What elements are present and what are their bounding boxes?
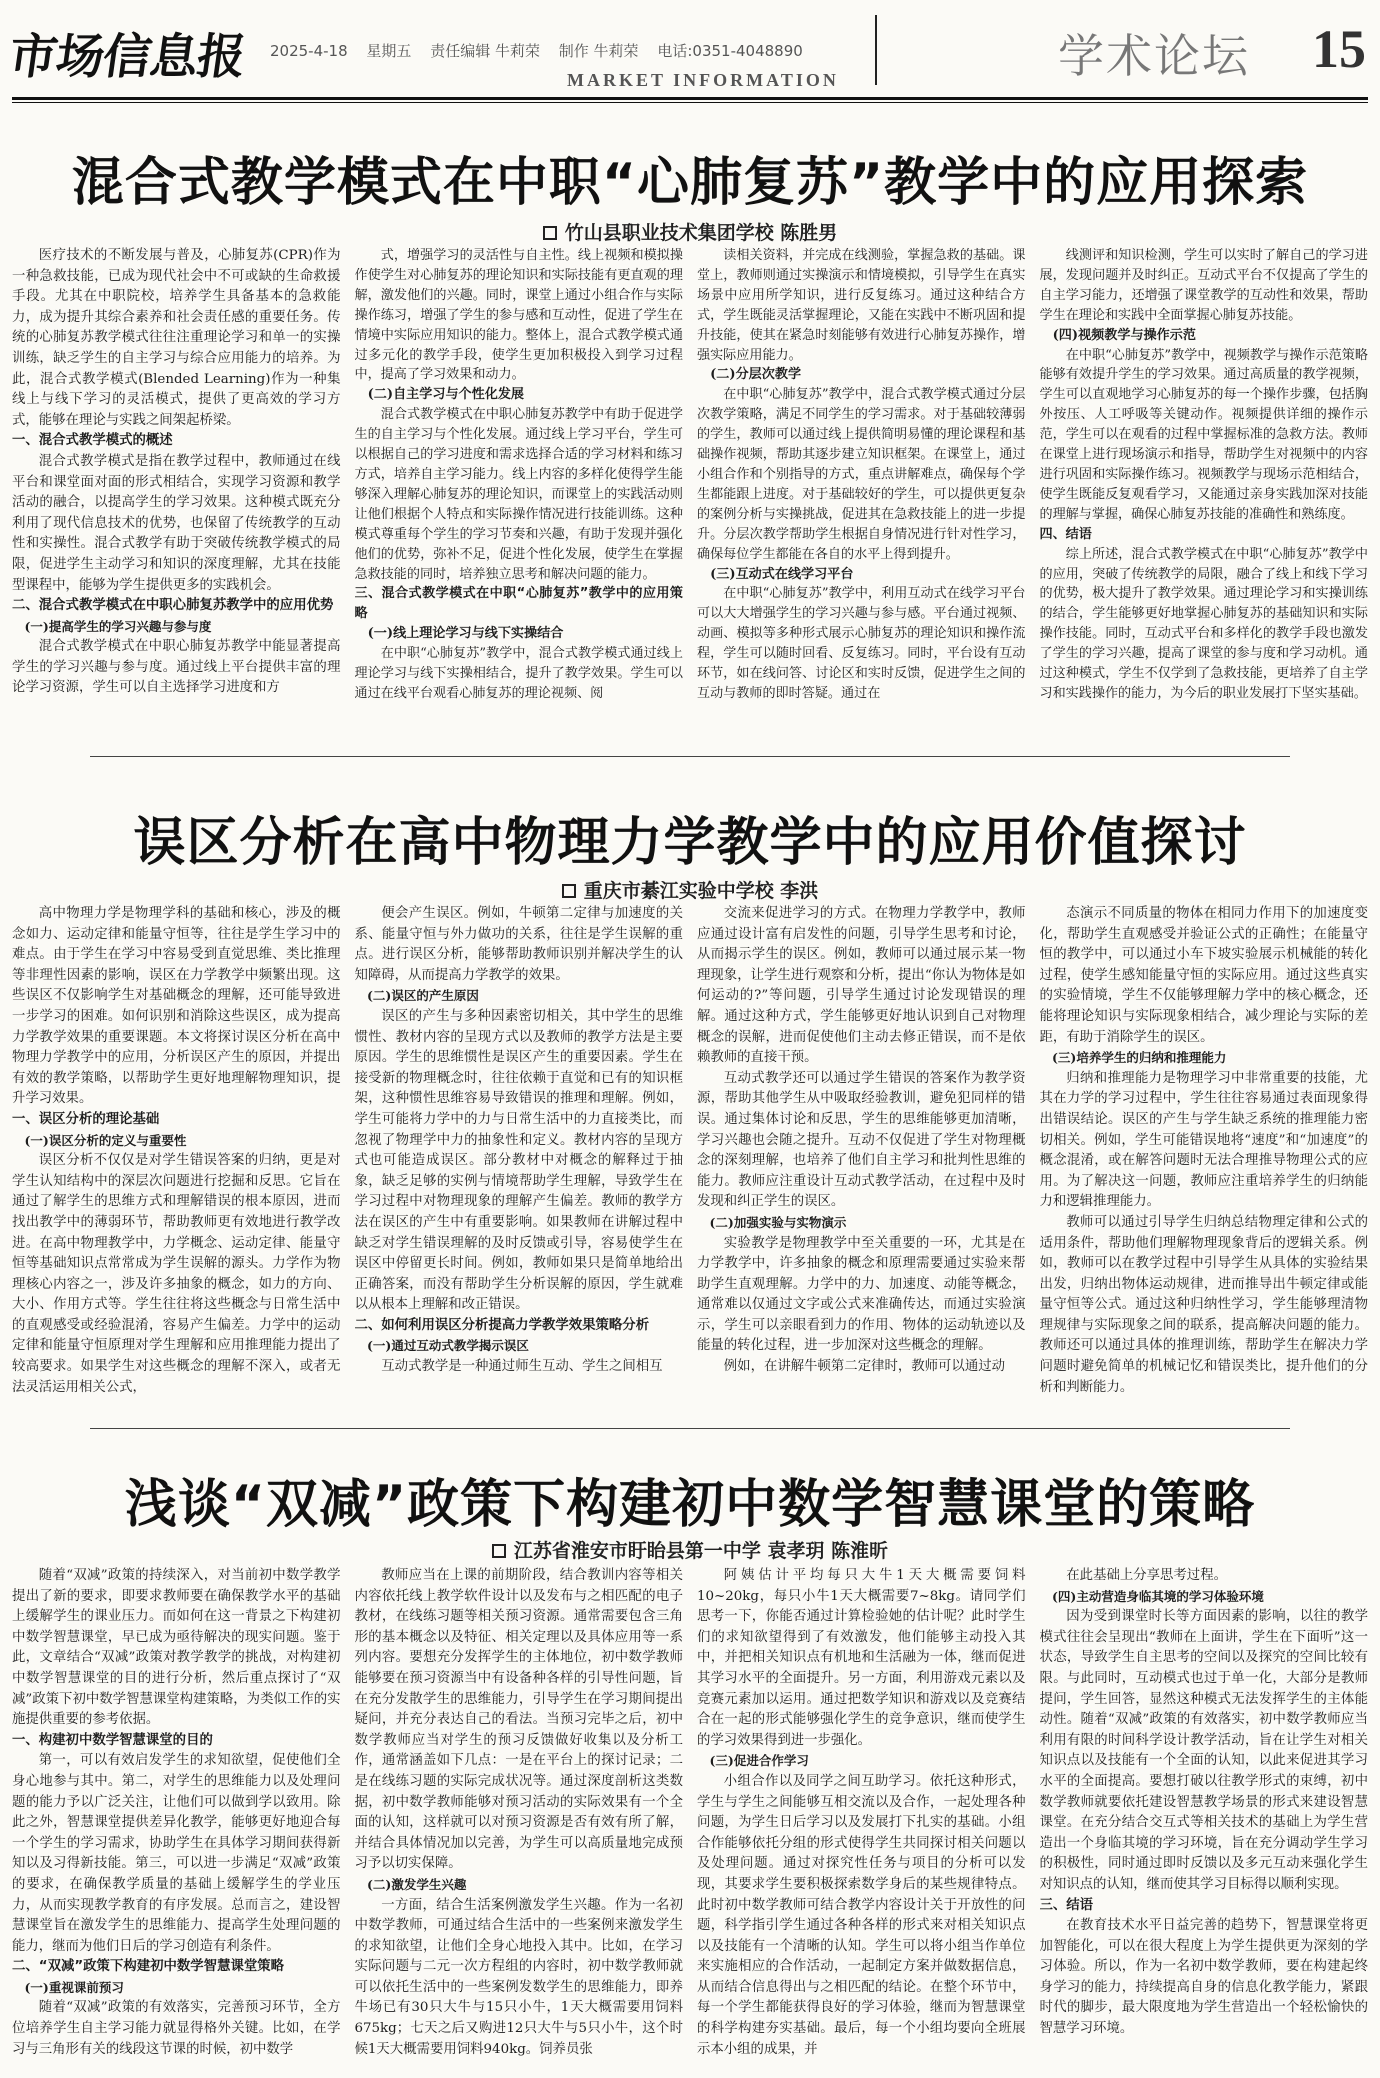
paragraph: 实验教学是物理教学中至关重要的一环，尤其是在力学教学中，许多抽象的概念和原理需要通过实验来帮助学生直观理解。力学中的力、加速度、动能等概念，通常难以仅通过文字或公式来准确传达，而通过实验演示，学生可以亲眼看到力的作用、物体的运动轨迹以及能量的转化过程，进一步加深对这些概念的理解。 xyxy=(697,1235,1026,1354)
header-rule xyxy=(12,97,1368,100)
paragraph: 混合式教学模式是指在教学过程中，教师通过在线平台和课堂面对面的形式相结合，实现学习资源和教学活动的融合，以提高学生的学习效果。这种模式既充分利用了现代信息技术的优势，也保留了传统教学的互动性和实操性。混合式教学有助于突破传统教学模式的局限，促进学生主动学习和知识的深度理解，尤其在技能型课程中，能够为学生提供更多的实践机会。 xyxy=(12,453,341,593)
article-3-title: 浅谈“双减”政策下构建初中数学智慧课堂的策略 xyxy=(124,1475,1256,1535)
paragraph: 式，增强学习的灵活性与自主性。线上视频和模拟操作使学生对心肺复苏的理论知识和实际技能有更直观的理解，激发他们的兴趣。同时，课堂上通过小组合作与实际操作练习，增强了学生的参与感和互动性，促进了学生在情境中实际应用知识的能力。整体上，混合式教学模式通过多元化的教学手段，使学生更加积极投入到学习过程中，提高了学习效果和动力。 xyxy=(354,248,683,383)
section-heading: 二、如何利用误区分析提高力学教学效果策略分析 xyxy=(354,1317,650,1333)
subsection-heading: (二)激发学生兴趣 xyxy=(367,1876,467,1892)
paragraph: 随着“双减”政策的持续深入，对当前初中数学教学提出了新的要求，即要求教师要在确保教学水平的基础上缓解学生的课业压力。而如何在这一背景之下构建初中数学智慧课堂，早已成为亟待解决的现实问题。鉴于此，文章结合“双减”政策对教学教学的挑战，对构建初中数学智慧课堂的目的进行分析，然后重点探讨了“双减”政策下初中数学智慧课堂构建策略，为类似工作的实施提供重要的参考依据。 xyxy=(12,1568,341,1728)
paragraph: 第一，可以有效启发学生的求知欲望，促使他们全身心地参与其中。第二，对学生的思维能力以及处理问题的能力予以广泛关注，让他们可以做到学以致用。除此之外，智慧课堂提供差异化教学，能够更好地迎合每一个学生的学习需求，协助学生在具体学习期间获得新知以及习得新技能。第三，可以进一步满足“双减”政策的要求，在确保教学质量的基础上缓解学生的学业压力，从而实现教学教育的有序发展。总而言之，建设智慧课堂旨在激发学生的思维能力、提高学生处理问题的能力，继而为他们日后的学习创造有利条件。 xyxy=(12,1753,341,1954)
section-heading: 四、结语 xyxy=(1039,526,1092,542)
article-3-byline xyxy=(0,1536,1380,1563)
section-heading: 二、“双减”政策下构建初中数学智慧课堂策略 xyxy=(12,1959,285,1975)
subsection-heading: (三)培养学生的归纳和推理能力 xyxy=(1052,1050,1227,1066)
article-2-column-3 xyxy=(697,904,1026,1406)
paragraph: 互动式教学是一种通过师生互动、学生之间相互 xyxy=(381,1359,663,1375)
paragraph: 教师应当在上课的前期阶段，结合教训内容等相关内容依托线上教学软件设计以及发布与之相匹配的电子教材，在线练习题等相关预习资源。通常需要包含三角形的基本概念以及特征、相关定理以及具体应用等一系列内容。要想充分发挥学生的主体地位，初中数学教师能够要在预习资源当中有设备种各样的引导性问题，旨在充分发散学生的思维能力，引导学生在学习期间提出疑问，并充分表达自己的看法。当预习完毕之后，初中数学教师应当对学生的预习反馈做好收集以及分析工作，通常涵盖如下几点：一是在平台上的探讨记录；二是在线练习题的实际完成状况等。通过深度剖析这类数据，初中数学教师能够对预习活动的实际效果有一个全面的认知，这样就可以对预习资源是否有效有所了解，并结合具体情况加以完善，为学生可以高质量地完成预习予以切实保障。 xyxy=(354,1568,683,1872)
subsection-heading: (三)互动式在线学习平台 xyxy=(710,566,854,582)
section-heading: 三、结语 xyxy=(1039,1897,1094,1913)
paragraph: 阿姨估计平均每只大牛1天大概需要饲料10~20kg，每只小牛1天大概需要7~8kg。请同学们思考一下，你能否通过计算检验她的估计呢？此时学生们的求知欲望得到了有效激发，他们能够主动投入其中，并把相关知识点有机地和生活融为一体，继而促进其学习水平的全面提升。另一方面，利用游戏元素以及竞赛元素加以运用。通过把数学知识和游戏以及竞赛结合在一起的形式能够强化学生的竞争意识，继而使学生的学习效果得到进一步强化。 xyxy=(697,1568,1026,1748)
article-divider-1 xyxy=(90,756,1290,757)
article-3-column-3 xyxy=(697,1566,1026,2068)
paragraph: 便会产生误区。例如，牛顿第二定律与加速度的关系、能量守恒与外力做功的关系，往往是学生误解的重点。进行误区分析，能够帮助教师识别并解决学生的认知障碍，从而提高力学教学的效果。 xyxy=(354,906,683,983)
article-2-byline xyxy=(0,876,1380,903)
paragraph: 归纳和推理能力是物理学习中非常重要的技能，尤其在力学的学习过程中，学生往往容易通过表面现象得出错误结论。误区的产生与学生缺乏系统的推理能力密切相关。例如，学生可能错误地将“速度”和“加速度”的概念混淆，或在解答问题时无法合理推导物理公式的应用。为了解决这一问题，教师应注重培养学生的归纳能力和逻辑推理能力。 xyxy=(1039,1070,1368,1210)
masthead-logo: 市场信息报 xyxy=(5,29,249,85)
issue-weekday: 星期五 xyxy=(366,42,412,60)
paragraph: 医疗技术的不断发展与普及，心肺复苏(CPR)作为一种急救技能，已成为现代社会中不可或缺的生命救援手段。尤其在中职院校，培养学生具备基本的急救能力，成为提升其综合素养和社会责任感的重要任务。传统的心肺复苏教学模式往往注重理论学习和单一的实操训练，缺乏学生的自主学习与综合应用能力的培养。为此，混合式教学模式(Blended Learning)作为一种集线上与线下学习的灵活模式，提供了更高效的学习方式，能够在理论与实践之间架起桥梁。 xyxy=(12,248,341,428)
paragraph: 混合式教学模式在中职心肺复苏教学中能显著提高学生的学习兴趣与参与度。通过线上平台提供丰富的理论学习资源，学生可以自主选择学习进度和方 xyxy=(12,639,341,696)
paragraph: 误区分析不仅仅是对学生错误答案的归纳，更是对学生认知结构中的深层次问题进行挖掘和反思。它旨在通过了解学生的思维方式和理解错误的根本原因，进而找出教学中的薄弱环节，帮助教师更有效地进行教学改进。在高中物理教学中，力学概念、运动定律、能量守恒等基础知识点常常成为学生误解的源头。力学作为物理核心内容之一，涉及许多抽象的概念，如力的方向、大小、作用方式等。学生往往将这些概念与日常生活中的直观感受或经验混淆，容易产生偏差。力学中的运动定律和能量守恒原理对学生理解和应用推理能力提出了较高要求。如果学生对这些概念的理解不深入，或者无法灵活运用相关公式， xyxy=(12,1153,341,1395)
subsection-heading: (四)视频教学与操作示范 xyxy=(1052,327,1196,343)
subsection-heading: (三)促进合作学习 xyxy=(709,1753,809,1769)
subsection-heading: (一)线上理论学习与线下实操结合 xyxy=(367,626,564,642)
header-divider xyxy=(875,15,877,85)
paragraph: 在中职“心肺复苏”教学中，利用互动式在线学习平台可以大大增强学生的学习兴趣与参与感。平台通过视频、动画、模拟等多种形式展示心肺复苏的理论知识和操作流程，学生可以随时回看、反复练习。同时，平台设有互动环节，如在线问答、讨论区和实时反馈，促进学生之间的互动与教师的即时答疑。通过在 xyxy=(697,586,1026,701)
page-number: 15 xyxy=(1312,19,1366,79)
article-1-column-3 xyxy=(697,246,1026,738)
section-heading: 二、混合式教学模式在中职心肺复苏教学中的应用优势 xyxy=(12,598,334,614)
subsection-heading: (一)通过互动式教学揭示误区 xyxy=(367,1338,529,1354)
section-heading: 一、构建初中数学智慧课堂的目的 xyxy=(12,1732,213,1748)
subsection-heading: (一)误区分析的定义与重要性 xyxy=(24,1132,187,1148)
article-1-column-1 xyxy=(12,246,341,738)
article-3-column-2 xyxy=(355,1566,684,2068)
article-1-title: 混合式教学模式在中职“心肺复苏”教学中的应用探索 xyxy=(71,153,1309,213)
paragraph: 态演示不同质量的物体在相同力作用下的加速度变化，帮助学生直观感受并验证公式的正确性；在能量守恒的教学中，可以通过小车下坡实验展示机械能的转化过程，使学生感知能量守恒的实际应用。通过这些真实的实验情境，学生不仅能够理解力学中的核心概念，还能将理论知识与实际现象相结合，减少理论与实际的差距，有助于消除学生的误区。 xyxy=(1039,906,1368,1045)
article-3-column-1 xyxy=(12,1566,341,2068)
article-1-column-4 xyxy=(1040,246,1369,738)
article-3-body xyxy=(12,1566,1368,2068)
section-heading: 一、误区分析的理论基础 xyxy=(12,1111,160,1127)
english-name: MARKET INFORMATION xyxy=(567,70,839,90)
paragraph: 互动式教学还可以通过学生错误的答案作为教学资源，帮助其他学生从中吸取经验教训，避免犯同样的错误。通过集体讨论和反思，学生的思维能够更加清晰，学习兴趣也会随之提升。互动不仅促进了学生对物理概念的深刻理解，也培养了他们自主学习和批判性思维的能力。教师应注重设计互动式教学活动，在过程中及时发现和纠正学生的误区。 xyxy=(697,1070,1026,1210)
paragraph: 例如，在讲解牛顿第二定律时，教师可以通过动 xyxy=(723,1359,1005,1375)
paragraph: 在教育技术水平日益完善的趋势下，智慧课堂将更加智能化，可以在很大程度上为学生提供更为深刻的学习体验。所以，作为一名初中数学教师，要在构建起终身学习的能力，持续提高自身的信息化教学能力，紧跟时代的脚步，最大限度地为学生营造出一个轻松愉快的智慧学习环境。 xyxy=(1039,1918,1368,2037)
subsection-heading: (一)重视课前预习 xyxy=(24,1979,124,1995)
subsection-heading: (二)自主学习与个性化发展 xyxy=(367,387,525,403)
paragraph: 综上所述，混合式教学模式在中职“心肺复苏”教学中的应用，突破了传统教学的局限，融合了线上和线下学习的优势，极大提升了教学效果。通过理论学习和实操训练的结合，学生能够更好地掌握心肺复苏的基础知识和实际操作技能。同时，互动式平台和多样化的教学手段也激发了学生的学习兴趣，提高了课堂的参与度和学习动机。通过这种模式，学生不仅学到了急救技能，更培养了自主学习和实践操作的能力，为今后的职业发展打下坚实基础。 xyxy=(1039,546,1368,701)
article-2-author: 重庆市綦江实验中学校 李洪 xyxy=(583,880,819,902)
article-2-title: 误区分析在高中物理力学教学中的应用价值探讨 xyxy=(133,813,1247,873)
paragraph: 误区的产生与多种因素密切相关，其中学生的思维惯性、教材内容的呈现方式以及教师的教学方法是主要原因。学生的思维惯性是误区产生的重要因素。学生在接受新的物理概念时，往往依赖于直觉和已有的知识框架，这种惯性思维容易导致错误的推理和理解。例如，学生可能将力学中的力与日常生活中的力直接类比，而忽视了物理学中力的抽象性和定义。教材内容的呈现方式也可能造成误区。部分教材中对概念的解释过于抽象，缺乏足够的实例与情境帮助学生理解，导致学生在学习过程中对物理现象的理解产生偏差。教师的教学方法在误区的产生中有重要影响。如果教师在讲解过程中缺乏对学生错误理解的及时反馈或引导，容易使学生在误区中停留更长时间。例如，教师如果只是简单地给出正确答案，而没有帮助学生分析误解的原因，学生就难以从根本上理解和改正错误。 xyxy=(354,1008,683,1313)
byline-box-icon xyxy=(492,1544,506,1558)
editor-credit: 责任编辑 牛莉荣 xyxy=(430,42,540,60)
paragraph: 交流来促进学习的方式。在物理力学教学中，教师应通过设计富有启发性的问题，引导学生思考和讨论，从而揭示学生的误区。例如，教师可以通过展示某一物理现象，让学生进行观察和分析，提出“你认为物体是如何运动的?”等问题，引导学生通过讨论发现错误的理解。通过这种方式，学生能够更好地认识到自己对物理概念的误解，进而促使他们主动去修正错误，而不是依赖教师的直接干预。 xyxy=(697,906,1026,1066)
article-3-column-4 xyxy=(1040,1566,1369,2068)
section-heading: 三、混合式教学模式在中职“心肺复苏”教学中的应用策略 xyxy=(354,586,683,622)
section-heading: 一、混合式教学模式的概述 xyxy=(12,433,173,449)
article-2-column-4 xyxy=(1040,904,1369,1406)
article-3-author: 江苏省淮安市盱眙县第一中学 袁孝玥 陈淮昕 xyxy=(513,1540,889,1562)
paragraph: 在此基础上分享思考过程。 xyxy=(1066,1568,1227,1583)
article-2-column-1 xyxy=(12,904,341,1406)
paragraph: 小组合作以及同学之间互助学习。依托这种形式，学生与学生之间能够互相交流以及合作，一起处理各种问题，为学生日后学习以及发展打下扎实的基础。小组合作能够依托分组的形式使得学生共同探讨相关问题以及处理问题。通过对探究性任务与项目的分析可以发现，其要求学生要积极探索数学身后的某些规律特点。此时初中数学教师可结合教学内容设计关于开放性的问题，科学指引学生通过各种各样的形式来对相关知识点以及技能有一个清晰的认知。学生可以将小组当作单位来实施相应的合作活动，一起制定方案并做数据信息，从而结合信息得出与之相匹配的结论。在整个环节中，每一个学生都能获得良好的学习体验，继而为智慧课堂的科学构建夯实基础。最后，每一个小组均要向全班展示本小组的成果，并 xyxy=(697,1773,1026,2057)
subsection-heading: (四)主动营造身临其境的学习体验环境 xyxy=(1052,1588,1264,1604)
paragraph: 一方面，结合生活案例激发学生兴趣。作为一名初中数学教师，可通过结合生活中的一些案例来激发学生的求知欲望，让他们全身心地投入其中。比如，在学习实际问题与二元一次方程组的内容时，初中数学教师就可以依托生活中的一些案例发数学生的思维能力，即养牛场已有30只大牛与15只小牛，1天大概需要用饲料675kg；七天之后又购进12只大牛与5只小牛，这个时候1天大概需要用饲料940kg。饲养员张 xyxy=(354,1897,683,2057)
byline-box-icon xyxy=(543,226,557,240)
subsection-heading: (二)加强实验与实物演示 xyxy=(709,1214,847,1230)
subsection-heading: (一)提高学生的学习兴趣与参与度 xyxy=(24,618,212,634)
paragraph: 在中职“心肺复苏”教学中，混合式教学模式通过分层次教学策略，满足不同学生的学习需求。对于基础较薄弱的学生，教师可以通过线上提供简明易懂的理论课程和基础操作视频，帮助其逐步建立知识框架。在课堂上，通过小组合作和个别指导的方式，重点讲解难点，确保每个学生都能跟上进度。对于基础较好的学生，可以提供更复杂的案例分析与实操挑战，促进其在急救技能上的进一步提升。分层次教学帮助学生根据自身情况进行针对性学习，确保每位学生都能在各自的水平上得到提升。 xyxy=(697,387,1026,562)
paragraph: 在中职“心肺复苏”教学中，视频教学与操作示范策略能够有效提升学生的学习效果。通过高质量的教学视频，学生可以直观地学习心肺复苏的每一个操作步骤，包括胸外按压、人工呼吸等关键动作。视频提供详细的操作示范，学生可以在观看的过程中掌握标准的急救方法。教师在课堂上进行现场演示和指导，帮助学生对视频中的内容进行巩固和实际操作练习。视频教学与现场示范相结合，使学生既能反复观看学习，又能通过亲身实践加深对技能的理解与掌握，确保心肺复苏技能的准确性和熟练度。 xyxy=(1039,347,1368,522)
header-rule-thin xyxy=(12,102,1368,103)
producer-credit: 制作 牛莉荣 xyxy=(558,42,639,60)
article-1-column-2 xyxy=(355,246,684,738)
paragraph: 混合式教学模式在中职心肺复苏教学中有助于促进学生的自主学习与个性化发展。通过线上学习平台，学生可以根据自己的学习进度和需求选择合适的学习材料和练习方式，培养自主学习能力。线上内容的多样化使得学生能够深入理解心肺复苏的理论知识，而课堂上的实践活动则让他们根据个人特点和实际操作情况进行技能训练。这种模式尊重每个学生的学习节奏和兴趣，有助于发现并强化他们的优势，弥补不足，促进个性化发展，使学生在掌握急救技能的同时，培养独立思考和解决问题的能力。 xyxy=(354,407,683,582)
article-2-column-2 xyxy=(355,904,684,1406)
paragraph: 因为受到课堂时长等方面因素的影响，以往的教学模式往往会呈现出“教师在上面讲，学生在下面听”这一状态，导致学生自主思考的空间以及探究的空间比较有限。与此同时，互动模式也过于单一化，大部分是教师提问，学生回答，显然这种模式无法发挥学生的主体能动性。随着“双减”政策的有效落实，初中数学教师应当利用有限的时间科学设计教学活动，旨在让学生对相关知识点以及技能有一个全面的认知，以此来促进其学习水平的全面提高。要想打破以往教学形式的束缚，初中数学教师就要依托建设智慧教学场景的形式来建设智慧课堂。在充分结合交互式等相关技术的基础上为学生营造出一个身临其境的学习环境，旨在充分调动学生学习的积极性，同时通过即时反馈以及多元互动来强化学生对知识点的认知，继而使其学习目标得以顺利实现。 xyxy=(1039,1609,1368,1892)
paragraph: 线测评和知识检测，学生可以实时了解自己的学习进展，发现问题并及时纠正。互动式平台不仅提高了学生的自主学习能力，还增强了课堂教学的互动性和效果，帮助学生在理论和实践中全面掌握心肺复苏技能。 xyxy=(1039,248,1368,323)
paragraph: 随着“双减”政策的有效落实，完善预习环节，全方位培养学生自主学习能力就显得格外关键。比如，在学习与三角形有关的线段这节课的时候，初中数学 xyxy=(12,2000,341,2057)
phone-number: 电话:0351-4048890 xyxy=(657,42,803,60)
article-1-byline xyxy=(0,218,1380,245)
article-2-body xyxy=(12,904,1368,1406)
paragraph: 教师可以通过引导学生归纳总结物理定律和公式的适用条件，帮助他们理解物理现象背后的逻辑关系。例如，教师可以在教学过程中引导学生从具体的实验结果出发，归纳出物体运动规律，进而推导出牛顿定律或能量守恒等公式。通过这种归纳性学习，学生能够理清物理规律与实际现象之间的联系，提高解决问题的能力。教师还可以通过具体的推理训练，帮助学生在解决力学问题时避免简单的机械记忆和错误类比，提升他们的分析和判断能力。 xyxy=(1039,1214,1368,1395)
issue-date: 2025-4-18 xyxy=(270,42,348,60)
article-divider-2 xyxy=(90,1428,1290,1429)
subsection-heading: (二)分层次教学 xyxy=(710,367,802,383)
section-name: 学术论坛 xyxy=(1058,29,1250,83)
subsection-heading: (二)误区的产生原因 xyxy=(367,988,479,1004)
paragraph: 高中物理力学是物理学科的基础和核心，涉及的概念如力、运动定律和能量守恒等，往往是学生学习中的难点。由于学生在学习中容易受到直觉思维、类比推理等非理性因素的影响，误区在力学教学中频繁出现。这些误区不仅影响学生对基础概念的理解，还可能导致进一步学习的困难。如何识别和消除这些误区，成为提高力学教学效果的重要课题。本文将探讨误区分析在高中物理力学教学中的应用，分析误区产生的原因，并提出有效的教学策略，以帮助学生更好地理解物理知识，提升学习效果。 xyxy=(12,906,341,1107)
page-header xyxy=(0,0,1380,105)
article-1-author: 竹山县职业技术集团学校 陈胜男 xyxy=(564,222,838,244)
paragraph: 读相关资料，并完成在线测验，掌握急救的基础。课堂上，教师则通过实操演示和情境模拟，引导学生在真实场景中应用所学知识，进行反复练习。通过这种结合方式，学生既能灵活掌握理论，又能在实践中不断巩固和提升技能，使其在紧急时刻能够有效进行心肺复苏操作，增强实际应用能力。 xyxy=(697,248,1026,363)
header-meta xyxy=(270,40,817,61)
byline-box-icon xyxy=(562,884,576,898)
paragraph: 在中职“心肺复苏”教学中，混合式教学模式通过线上理论学习与线下实操相结合，提升了教学效果。学生可以通过在线平台观看心肺复苏的理论视频、阅 xyxy=(354,646,683,701)
article-1-body xyxy=(12,246,1368,738)
